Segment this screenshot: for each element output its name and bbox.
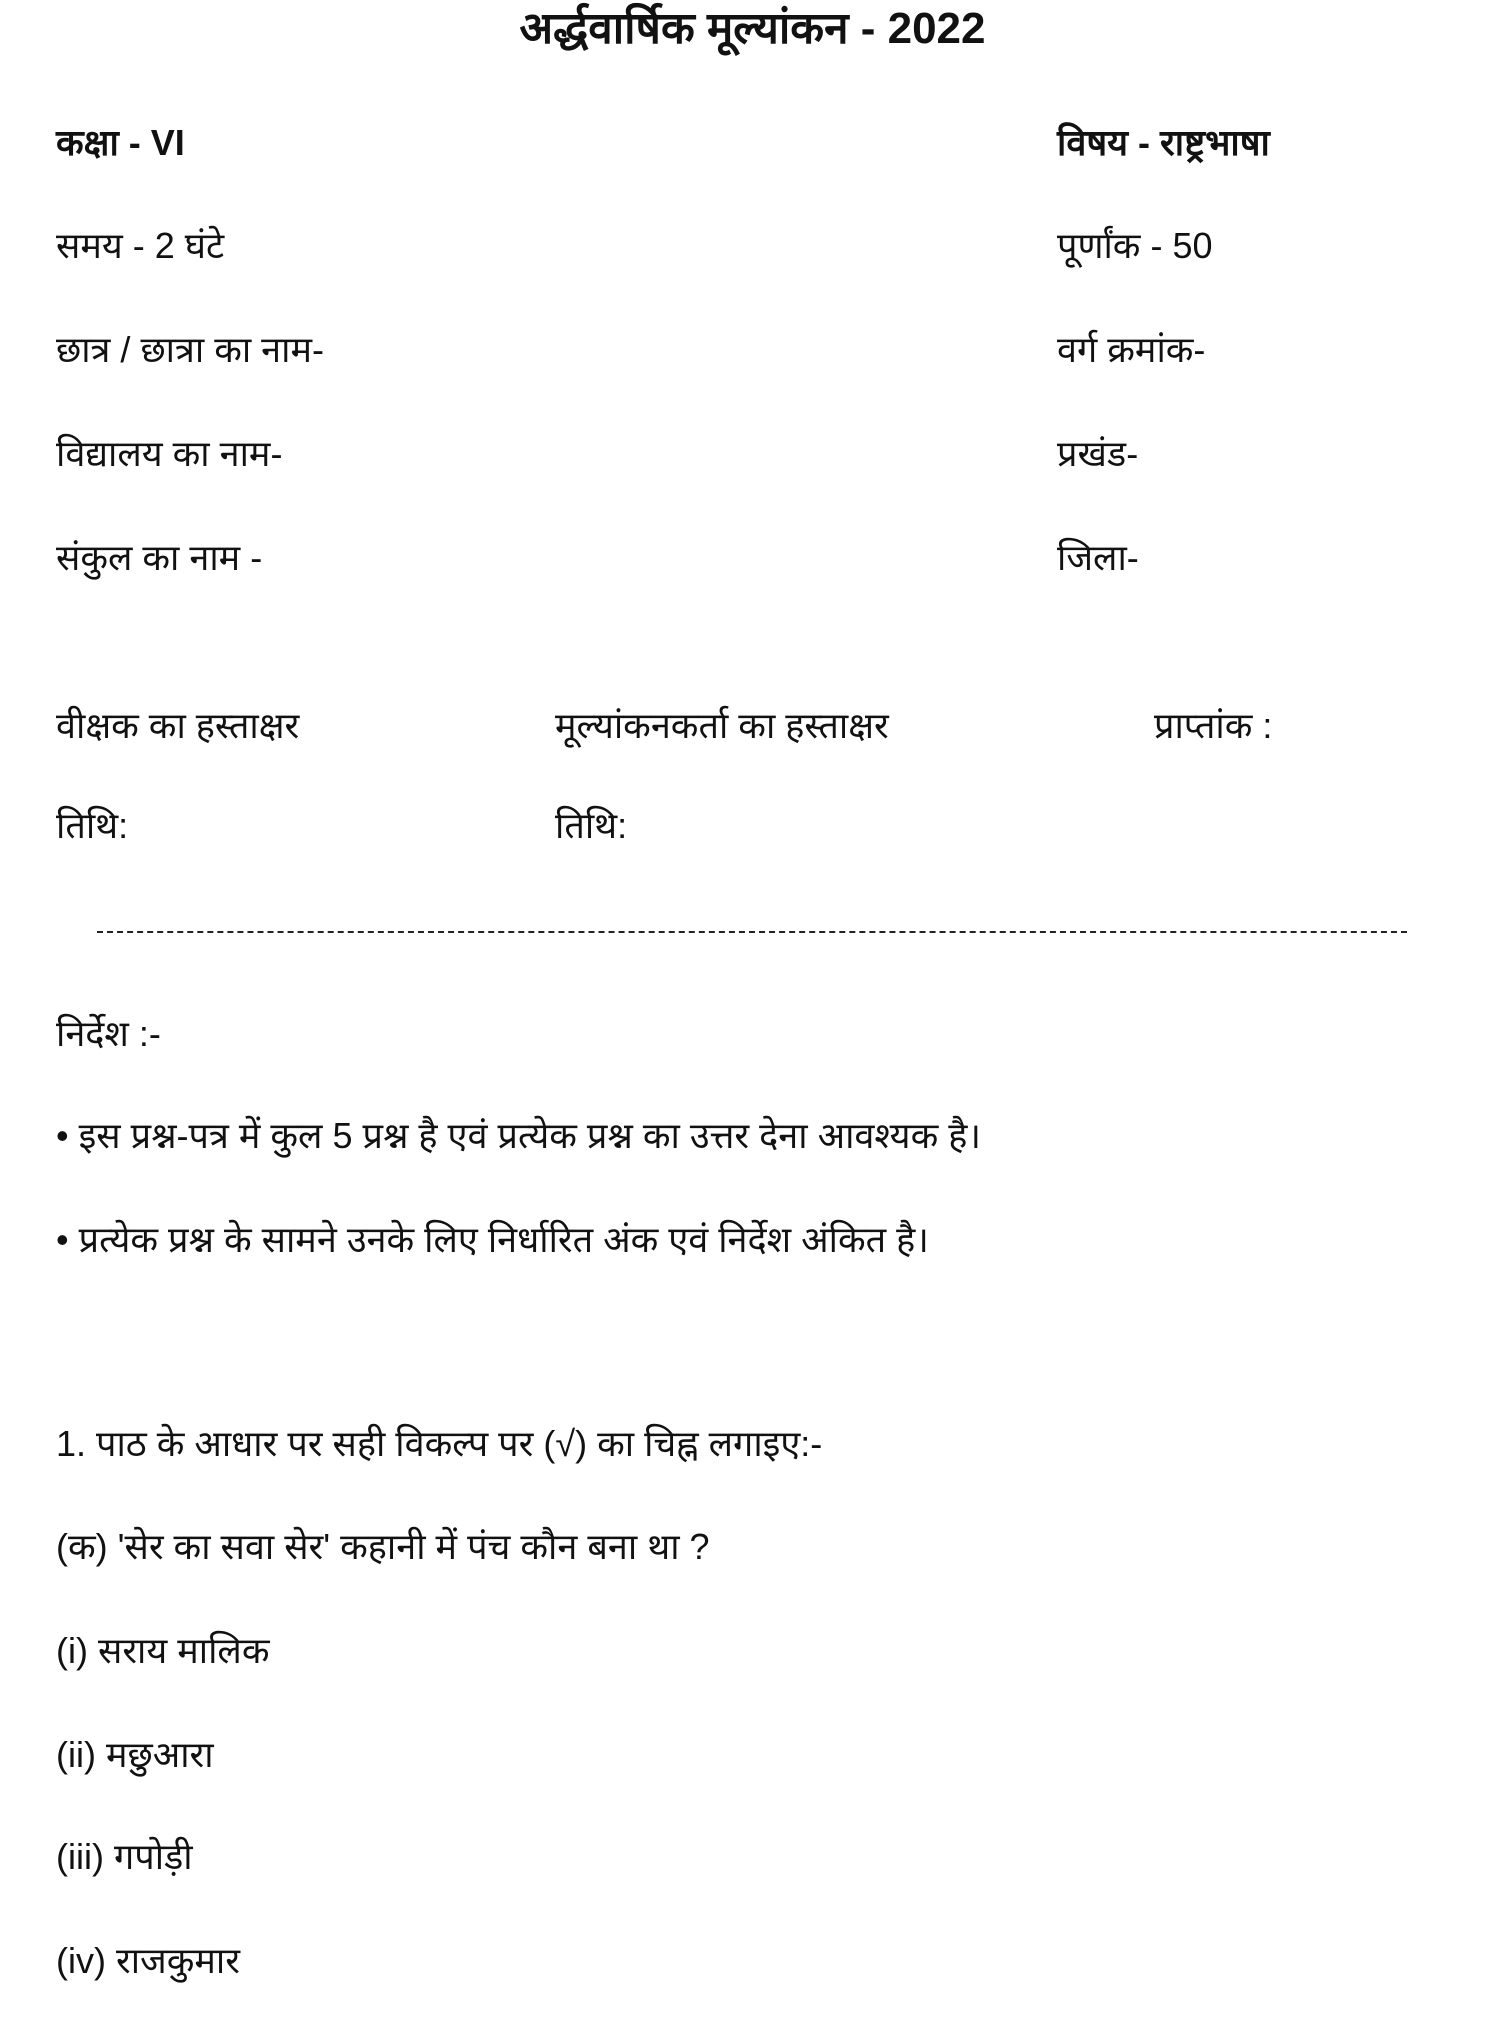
dashed-divider xyxy=(97,931,1407,933)
district-field: जिला- xyxy=(1057,537,1139,578)
sub-question-ka: (क) 'सेर का सवा सेर' कहानी में पंच कौन बना था ? xyxy=(56,1526,710,1567)
option-i: (i) सराय मालिक xyxy=(56,1630,270,1671)
exam-title: अर्द्धवार्षिक मूल्यांकन - 2022 xyxy=(519,4,986,53)
time-label: समय - 2 घंटे xyxy=(56,225,225,266)
invigilator-date: तिथि: xyxy=(56,805,129,846)
option-ii: (ii) मछुआरा xyxy=(56,1734,214,1775)
evaluator-date: तिथि: xyxy=(555,805,628,846)
evaluator-signature: मूल्यांकनकर्ता का हस्ताक्षर xyxy=(555,705,889,746)
instructions-heading: निर्देश :- xyxy=(56,1013,161,1054)
subject-label: विषय - राष्ट्रभाषा xyxy=(1057,122,1270,163)
roll-no-field: वर्ग क्रमांक- xyxy=(1057,329,1206,370)
option-iii: (iii) गपोड़ी xyxy=(56,1836,193,1877)
cluster-name-field: संकुल का नाम - xyxy=(56,537,263,578)
full-marks-label: पूर्णांक - 50 xyxy=(1057,225,1213,266)
class-label: कक्षा - VI xyxy=(56,122,185,163)
student-name-field: छात्र / छात्रा का नाम- xyxy=(56,329,324,370)
block-field: प्रखंड- xyxy=(1057,433,1139,474)
invigilator-signature: वीक्षक का हस्ताक्षर xyxy=(56,705,300,746)
instruction-item: • इस प्रश्न-पत्र में कुल 5 प्रश्न है एवं प्रत्येक प्रश्न का उत्तर देना आवश्यक है। xyxy=(56,1115,981,1156)
marks-obtained: प्राप्तांक : xyxy=(1154,705,1273,746)
school-name-field: विद्यालय का नाम- xyxy=(56,433,283,474)
question-1-prompt: 1. पाठ के आधार पर सही विकल्प पर (√) का चिह्न लगाइए:- xyxy=(56,1423,823,1464)
option-iv: (iv) राजकुमार xyxy=(56,1940,240,1981)
instruction-item: • प्रत्येक प्रश्न के सामने उनके लिए निर्धारित अंक एवं निर्देश अंकित है। xyxy=(56,1219,929,1260)
